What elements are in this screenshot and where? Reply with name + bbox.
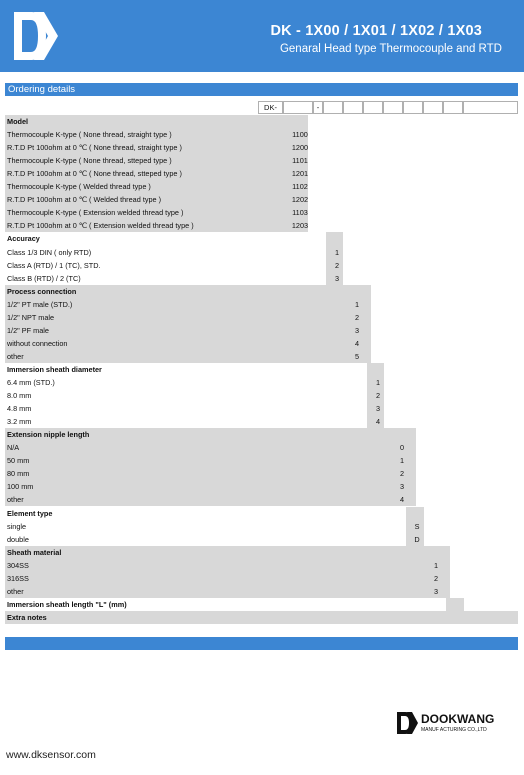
group-header [5, 546, 450, 559]
group-title: Extra notes [7, 612, 47, 622]
option-label: R.T.D Pt 100ohm at 0 ℃ ( Extension welded thread type ) [7, 221, 194, 231]
brand-tagline: MANUF ACTURING CO.,LTD [421, 727, 487, 733]
section-title-bar: Ordering details [5, 83, 518, 96]
code-column-bar [466, 611, 518, 624]
group-header [5, 363, 392, 376]
option-label: 3.2 mm [7, 417, 32, 427]
page-title: DK - 1X00 / 1X01 / 1X02 / 1X03 [270, 23, 482, 39]
option-row [5, 533, 431, 546]
code-slot-box [463, 101, 518, 114]
option-row [5, 219, 308, 232]
option-code: 3 [375, 404, 381, 414]
group-title: Sheath material [7, 547, 62, 557]
option-code: 3 [354, 325, 360, 335]
option-row [5, 180, 308, 193]
option-label: 8.0 mm [7, 391, 32, 401]
option-code: 1203 [291, 221, 309, 231]
option-code: 1 [375, 378, 381, 387]
option-row [5, 376, 392, 389]
option-row [5, 585, 450, 598]
option-code: 1100 [292, 130, 308, 140]
option-code: 1200 [291, 143, 309, 153]
option-label: Thermocouple K-type ( None thread, straight type ) [7, 130, 172, 140]
option-label: 316SS [7, 573, 29, 583]
group-title: Process connection [7, 286, 77, 296]
option-row [5, 324, 371, 337]
option-row [5, 520, 431, 533]
option-row [5, 415, 392, 428]
option-label: 304SS [7, 560, 29, 570]
page-header [0, 0, 524, 72]
option-row [5, 559, 450, 572]
option-row [5, 389, 392, 402]
option-code: 1 [334, 247, 340, 257]
group-header [5, 428, 416, 441]
option-code: 1202 [291, 195, 309, 205]
option-row [5, 259, 351, 272]
option-label: Thermocouple K-type ( Welded thread type ) [7, 182, 151, 192]
option-label: 100 mm [7, 482, 34, 492]
option-row [5, 350, 371, 363]
option-code: 3 [399, 482, 405, 492]
option-row [5, 206, 308, 219]
option-code: 1101 [292, 156, 308, 166]
option-label: without connection [7, 338, 68, 348]
option-label: 1/2" NPT male [7, 312, 55, 322]
option-label: other [7, 495, 24, 505]
option-label: single [7, 521, 27, 531]
code-slot-box [443, 101, 463, 114]
footer-url[interactable]: www.dksensor.com [6, 749, 96, 761]
option-row [5, 402, 392, 415]
option-row [5, 480, 416, 493]
option-label: 1/2" PF male [7, 325, 49, 335]
option-code: S [414, 521, 420, 531]
code-prefix-box: DK- [258, 101, 283, 114]
group-header [5, 611, 466, 624]
option-label: Class A (RTD) / 1 (TC), STD. [7, 260, 101, 270]
option-label: R.T.D Pt 100ohm at 0 ℃ ( Welded thread type ) [7, 195, 162, 205]
group-header [5, 285, 371, 298]
option-label: R.T.D Pt 100ohm at 0 ℃ ( None thread, stteped type ) [7, 169, 182, 179]
option-label: other [7, 351, 24, 361]
option-code: 4 [375, 417, 381, 427]
code-slot-box [363, 101, 383, 114]
option-label: 80 mm [7, 469, 30, 479]
group-header [5, 115, 308, 128]
group-title: Accuracy [7, 234, 40, 244]
option-code: 1102 [292, 182, 308, 192]
group-title: Immersion sheath length "L" (mm) [7, 599, 127, 609]
option-row [5, 454, 416, 467]
group-title: Model [7, 117, 29, 126]
option-row [5, 154, 308, 167]
option-label: 1/2" PT male (STD.) [7, 299, 73, 309]
group-title: Immersion sheath diameter [7, 364, 102, 374]
option-code: 2 [375, 391, 381, 401]
option-row [5, 128, 308, 141]
option-code: 1 [354, 299, 360, 309]
option-code: 4 [399, 495, 405, 505]
option-row [5, 441, 416, 454]
option-label: double [7, 534, 29, 544]
group-title: Element type [7, 508, 53, 518]
option-label: N/A [7, 443, 20, 453]
bottom-bar [5, 637, 518, 650]
option-code: 5 [354, 351, 360, 361]
option-code: 3 [334, 273, 340, 283]
option-code: 1 [433, 560, 439, 570]
option-code: 2 [354, 312, 360, 322]
option-label: R.T.D Pt 100ohm at 0 ℃ ( None thread, straight type ) [7, 143, 182, 153]
option-row [5, 167, 308, 180]
option-row [5, 311, 371, 324]
option-label: 4.8 mm [7, 404, 32, 414]
group-header [5, 232, 351, 245]
option-row [5, 141, 308, 154]
code-dash-box: - [313, 101, 323, 114]
group-title: Extension nipple length [7, 430, 90, 440]
option-row [5, 193, 308, 206]
option-row [5, 246, 351, 259]
option-row [5, 493, 416, 506]
option-label: Thermocouple K-type ( Extension welded thread type ) [7, 208, 184, 218]
code-slot-box [423, 101, 443, 114]
group-header [5, 598, 446, 611]
option-code: 2 [433, 573, 439, 583]
code-slot-box [343, 101, 363, 114]
option-row [5, 467, 416, 480]
option-code: 2 [399, 469, 405, 479]
option-code: D [414, 534, 420, 544]
option-label: other [7, 586, 24, 596]
code-slot-box [323, 101, 343, 114]
option-row [5, 337, 371, 350]
group-header [5, 507, 431, 520]
code-slot-box [403, 101, 423, 114]
option-code: 1103 [292, 208, 308, 218]
option-row [5, 298, 371, 311]
option-label: Class 1/3 DIN ( only RTD) [7, 247, 92, 257]
option-code: 1 [399, 456, 405, 466]
code-slot-box [383, 101, 403, 114]
option-row [5, 272, 351, 285]
code-slot-box [283, 101, 313, 114]
dk-logo-icon [12, 10, 60, 62]
option-code: 3 [433, 586, 439, 596]
option-row [5, 572, 450, 585]
brand-name: DOOKWANG [421, 712, 495, 726]
option-code: 1201 [291, 169, 309, 179]
option-label: Thermocouple K-type ( None thread, stteped type ) [7, 156, 172, 166]
option-code: 0 [399, 443, 405, 453]
option-label: Class B (RTD) / 2 (TC) [7, 273, 81, 283]
option-code: 2 [334, 260, 340, 270]
page-subtitle: Genaral Head type Thermocouple and RTD [279, 43, 502, 55]
code-column-bar [446, 598, 464, 611]
dookwang-logo-icon [396, 710, 506, 736]
option-label: 6.4 mm (STD.) [7, 378, 55, 387]
option-code: 4 [354, 338, 360, 348]
option-label: 50 mm [7, 456, 30, 466]
